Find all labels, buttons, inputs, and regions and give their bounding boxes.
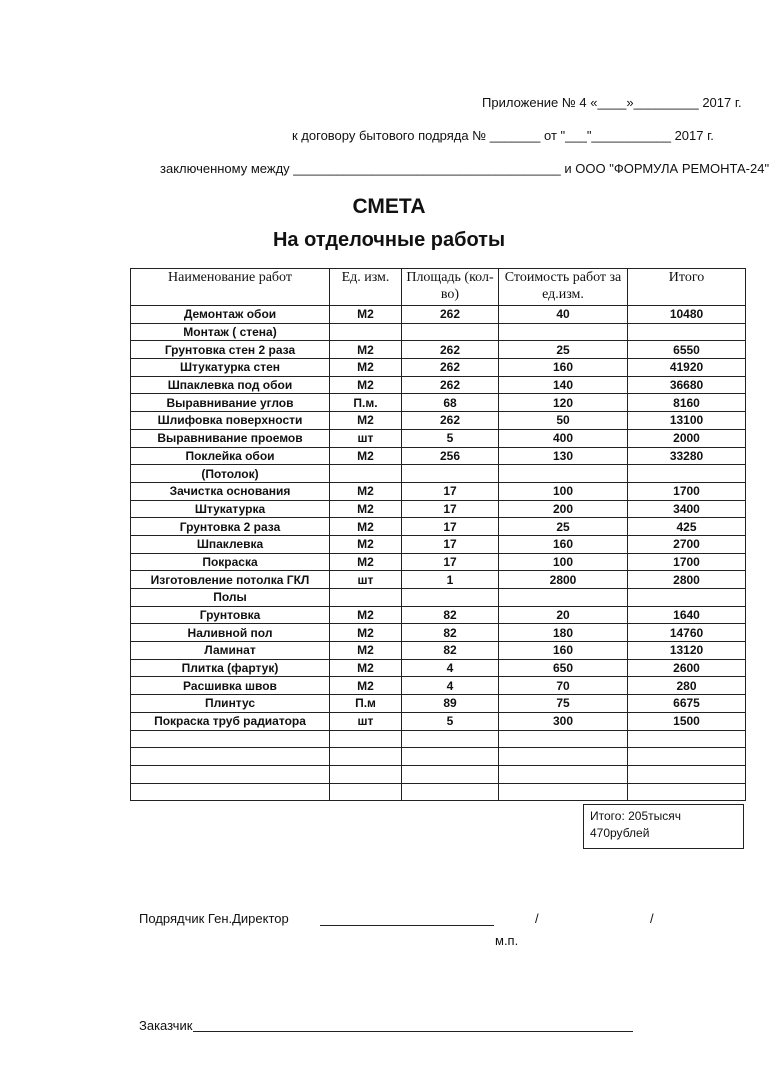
row-total-cell: 6675 xyxy=(628,695,746,713)
row-unit-cell: М2 xyxy=(330,376,402,394)
row-quantity-cell xyxy=(402,783,499,801)
row-total-cell: 3400 xyxy=(628,500,746,518)
row-unit-cell: М2 xyxy=(330,624,402,642)
row-total-cell xyxy=(628,783,746,801)
row-unit-cell: М2 xyxy=(330,659,402,677)
row-unit-cell: М2 xyxy=(330,412,402,430)
row-quantity-cell xyxy=(402,748,499,766)
row-name-cell xyxy=(131,765,330,783)
row-unit-cell: М2 xyxy=(330,341,402,359)
row-name-cell: Поклейка обои xyxy=(131,447,330,465)
slash-separator: / xyxy=(535,911,539,926)
row-total-cell: 425 xyxy=(628,518,746,536)
row-name-cell: Покраска xyxy=(131,553,330,571)
row-unit-cell: М2 xyxy=(330,306,402,324)
row-unit-price-cell: 160 xyxy=(499,359,628,377)
table-row xyxy=(131,518,746,536)
row-unit-price-cell: 160 xyxy=(499,642,628,660)
contractor-label: Подрядчик Ген.Директор xyxy=(139,911,289,926)
row-total-cell: 2800 xyxy=(628,571,746,589)
row-total-cell: 36680 xyxy=(628,376,746,394)
row-unit-price-cell: 70 xyxy=(499,677,628,695)
row-total-cell: 8160 xyxy=(628,394,746,412)
row-quantity-cell: 262 xyxy=(402,412,499,430)
contract-line: к договору бытового подряда № _______ от "___"___________ 2017 г. xyxy=(292,128,714,143)
table-row xyxy=(131,695,746,713)
row-quantity-cell: 82 xyxy=(402,624,499,642)
table-row xyxy=(131,482,746,500)
row-total-cell: 2600 xyxy=(628,659,746,677)
table-row xyxy=(131,748,746,766)
table-row xyxy=(131,429,746,447)
table-row xyxy=(131,359,746,377)
row-name-cell: Выравнивание углов xyxy=(131,394,330,412)
row-unit-cell: М2 xyxy=(330,500,402,518)
row-total-cell xyxy=(628,323,746,341)
stamp-label: м.п. xyxy=(495,933,519,948)
row-quantity-cell: 262 xyxy=(402,341,499,359)
row-name-cell: Демонтаж обои xyxy=(131,306,330,324)
estimate-table xyxy=(130,268,746,801)
contractor-signature-line xyxy=(320,925,494,926)
row-unit-price-cell xyxy=(499,323,628,341)
row-name-cell: Выравнивание проемов xyxy=(131,429,330,447)
row-name-cell: Покраска труб радиатора xyxy=(131,712,330,730)
col-header-unit-price: Стоимость работ за ед.изм. xyxy=(499,269,628,306)
row-unit-cell: М2 xyxy=(330,606,402,624)
row-unit-cell: М2 xyxy=(330,535,402,553)
col-header-name: Наименование работ xyxy=(131,269,330,306)
row-unit-price-cell xyxy=(499,748,628,766)
row-quantity-cell: 4 xyxy=(402,659,499,677)
table-row xyxy=(131,606,746,624)
row-total-cell: 14760 xyxy=(628,624,746,642)
table-body xyxy=(131,306,746,801)
row-total-cell xyxy=(628,748,746,766)
row-unit-cell: М2 xyxy=(330,447,402,465)
row-unit-cell: М2 xyxy=(330,482,402,500)
row-quantity-cell: 4 xyxy=(402,677,499,695)
row-unit-price-cell: 25 xyxy=(499,341,628,359)
row-quantity-cell: 17 xyxy=(402,553,499,571)
table-row xyxy=(131,589,746,607)
row-name-cell: Штукатурка стен xyxy=(131,359,330,377)
row-quantity-cell xyxy=(402,465,499,483)
total-line-2: 470рублей xyxy=(590,826,650,840)
row-total-cell: 1500 xyxy=(628,712,746,730)
row-unit-price-cell: 650 xyxy=(499,659,628,677)
table-row xyxy=(131,571,746,589)
row-unit-cell xyxy=(330,765,402,783)
row-unit-price-cell: 100 xyxy=(499,553,628,571)
row-quantity-cell: 262 xyxy=(402,359,499,377)
row-total-cell xyxy=(628,765,746,783)
row-quantity-cell xyxy=(402,323,499,341)
row-unit-price-cell xyxy=(499,589,628,607)
table-row xyxy=(131,323,746,341)
row-total-cell: 1700 xyxy=(628,553,746,571)
table-row xyxy=(131,765,746,783)
table-row xyxy=(131,412,746,430)
row-name-cell: Ламинат xyxy=(131,642,330,660)
customer-label: Заказчик xyxy=(139,1018,193,1033)
row-name-cell: Плинтус xyxy=(131,695,330,713)
total-box xyxy=(583,804,744,849)
row-unit-price-cell xyxy=(499,783,628,801)
row-unit-cell xyxy=(330,730,402,748)
row-name-cell: Грунтовка xyxy=(131,606,330,624)
col-header-total: Итого xyxy=(628,269,746,306)
row-total-cell: 10480 xyxy=(628,306,746,324)
row-quantity-cell xyxy=(402,730,499,748)
row-name-cell: Шпаклевка под обои xyxy=(131,376,330,394)
row-unit-cell xyxy=(330,589,402,607)
col-header-quantity: Площадь (кол-во) xyxy=(402,269,499,306)
row-unit-price-cell: 20 xyxy=(499,606,628,624)
table-row xyxy=(131,447,746,465)
row-name-cell: Наливной пол xyxy=(131,624,330,642)
row-name-cell: Зачистка основания xyxy=(131,482,330,500)
row-unit-price-cell: 200 xyxy=(499,500,628,518)
total-line-1: Итого: 205тысяч xyxy=(590,809,682,823)
row-quantity-cell: 17 xyxy=(402,535,499,553)
table-row xyxy=(131,341,746,359)
row-name-cell: Монтаж ( стена) xyxy=(131,323,330,341)
row-quantity-cell: 1 xyxy=(402,571,499,589)
table-row xyxy=(131,500,746,518)
parties-line: заключенному между _____________________________________ и ООО "ФОРМУЛА РЕМОНТА-24" xyxy=(160,161,770,176)
table-row xyxy=(131,306,746,324)
row-quantity-cell: 68 xyxy=(402,394,499,412)
row-unit-price-cell xyxy=(499,465,628,483)
row-quantity-cell: 82 xyxy=(402,606,499,624)
row-total-cell: 6550 xyxy=(628,341,746,359)
table-row xyxy=(131,730,746,748)
table-row xyxy=(131,376,746,394)
document-title: СМЕТА xyxy=(352,195,426,218)
row-unit-cell: П.м xyxy=(330,695,402,713)
row-unit-cell xyxy=(330,748,402,766)
col-header-unit: Ед. изм. xyxy=(330,269,402,306)
table-header-row xyxy=(131,269,746,306)
row-unit-price-cell: 75 xyxy=(499,695,628,713)
row-total-cell: 2000 xyxy=(628,429,746,447)
row-quantity-cell: 82 xyxy=(402,642,499,660)
row-unit-price-cell: 2800 xyxy=(499,571,628,589)
table-row xyxy=(131,624,746,642)
row-unit-price-cell xyxy=(499,730,628,748)
row-total-cell: 280 xyxy=(628,677,746,695)
row-unit-cell: шт xyxy=(330,429,402,447)
table-row xyxy=(131,677,746,695)
row-unit-price-cell: 400 xyxy=(499,429,628,447)
row-quantity-cell: 5 xyxy=(402,429,499,447)
table-row xyxy=(131,553,746,571)
row-unit-cell: П.м. xyxy=(330,394,402,412)
row-total-cell xyxy=(628,465,746,483)
table-row xyxy=(131,535,746,553)
row-unit-price-cell: 120 xyxy=(499,394,628,412)
row-unit-cell: М2 xyxy=(330,518,402,536)
row-name-cell: Грунтовка 2 раза xyxy=(131,518,330,536)
row-total-cell: 41920 xyxy=(628,359,746,377)
row-unit-price-cell: 40 xyxy=(499,306,628,324)
table-row xyxy=(131,712,746,730)
row-quantity-cell xyxy=(402,589,499,607)
row-unit-price-cell: 160 xyxy=(499,535,628,553)
row-name-cell: Грунтовка стен 2 раза xyxy=(131,341,330,359)
row-quantity-cell: 17 xyxy=(402,482,499,500)
row-total-cell: 13120 xyxy=(628,642,746,660)
row-name-cell: Расшивка швов xyxy=(131,677,330,695)
row-quantity-cell: 17 xyxy=(402,500,499,518)
row-total-cell: 2700 xyxy=(628,535,746,553)
row-name-cell: Плитка (фартук) xyxy=(131,659,330,677)
row-total-cell xyxy=(628,589,746,607)
row-unit-price-cell: 140 xyxy=(499,376,628,394)
row-name-cell: Шлифовка поверхности xyxy=(131,412,330,430)
table-row xyxy=(131,394,746,412)
row-quantity-cell xyxy=(402,765,499,783)
row-name-cell: Полы xyxy=(131,589,330,607)
row-unit-price-cell: 25 xyxy=(499,518,628,536)
row-unit-cell: М2 xyxy=(330,642,402,660)
row-unit-cell: М2 xyxy=(330,359,402,377)
row-name-cell: (Потолок) xyxy=(131,465,330,483)
table-row xyxy=(131,642,746,660)
row-quantity-cell: 89 xyxy=(402,695,499,713)
row-quantity-cell: 17 xyxy=(402,518,499,536)
row-total-cell: 1700 xyxy=(628,482,746,500)
row-unit-cell: М2 xyxy=(330,553,402,571)
row-unit-cell: М2 xyxy=(330,677,402,695)
row-quantity-cell: 256 xyxy=(402,447,499,465)
table-row xyxy=(131,465,746,483)
customer-signature-line xyxy=(193,1031,633,1032)
row-unit-price-cell: 180 xyxy=(499,624,628,642)
row-unit-cell xyxy=(330,783,402,801)
document-subtitle: На отделочные работы xyxy=(272,229,506,251)
row-unit-cell xyxy=(330,323,402,341)
row-total-cell: 33280 xyxy=(628,447,746,465)
row-quantity-cell: 262 xyxy=(402,306,499,324)
row-unit-price-cell: 100 xyxy=(499,482,628,500)
table-row xyxy=(131,659,746,677)
row-total-cell xyxy=(628,730,746,748)
row-name-cell xyxy=(131,730,330,748)
row-name-cell xyxy=(131,748,330,766)
row-unit-price-cell: 300 xyxy=(499,712,628,730)
row-unit-price-cell: 50 xyxy=(499,412,628,430)
slash-separator: / xyxy=(650,911,654,926)
row-unit-cell xyxy=(330,465,402,483)
table-row xyxy=(131,783,746,801)
row-unit-cell: шт xyxy=(330,712,402,730)
row-quantity-cell: 262 xyxy=(402,376,499,394)
row-name-cell: Шпаклевка xyxy=(131,535,330,553)
row-name-cell: Штукатурка xyxy=(131,500,330,518)
row-unit-price-cell xyxy=(499,765,628,783)
row-name-cell: Изготовление потолка ГКЛ xyxy=(131,571,330,589)
row-total-cell: 13100 xyxy=(628,412,746,430)
row-unit-cell: шт xyxy=(330,571,402,589)
row-quantity-cell: 5 xyxy=(402,712,499,730)
appendix-line: Приложение № 4 «____»_________ 2017 г. xyxy=(482,95,742,110)
row-total-cell: 1640 xyxy=(628,606,746,624)
row-unit-price-cell: 130 xyxy=(499,447,628,465)
row-name-cell xyxy=(131,783,330,801)
